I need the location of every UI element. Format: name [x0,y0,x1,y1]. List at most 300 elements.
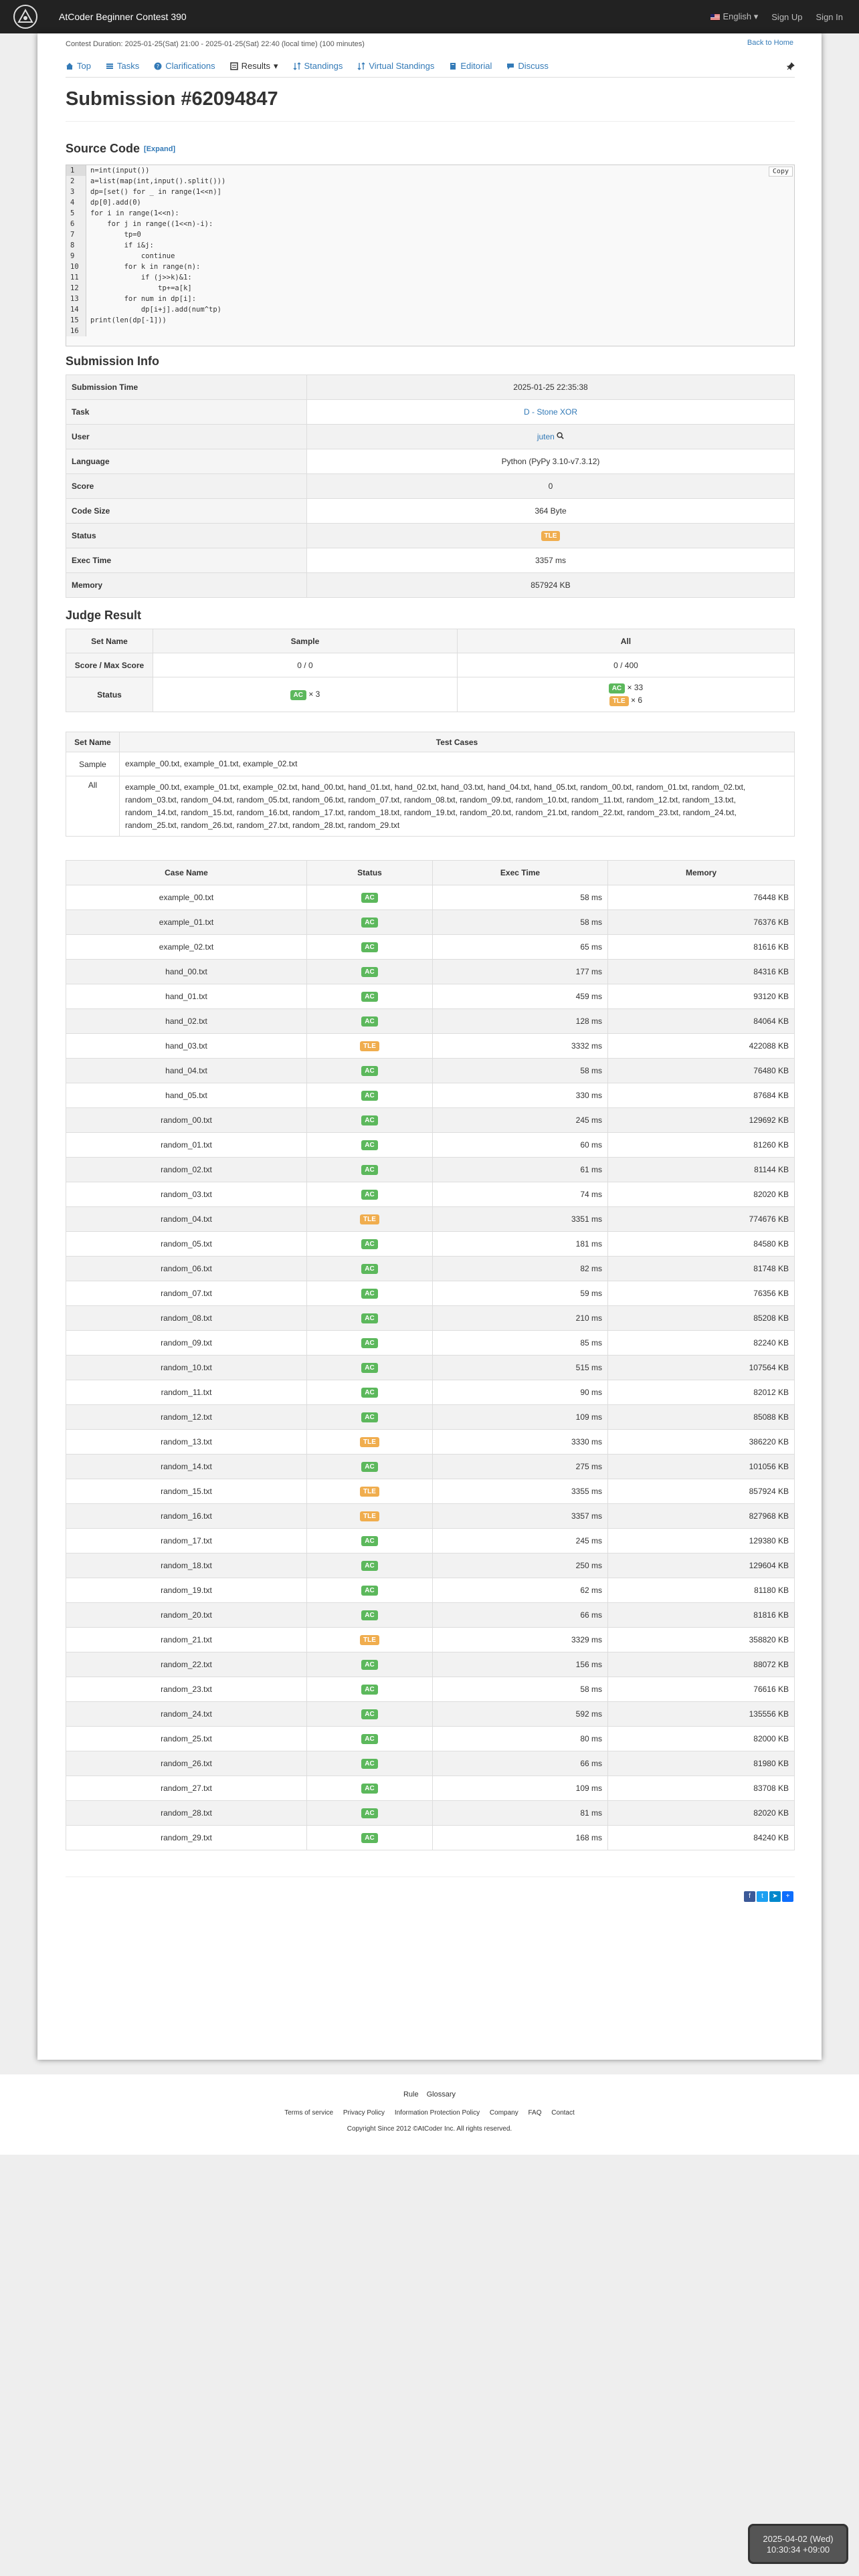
judge-result-table [66,629,795,712]
table-row [66,910,795,935]
table-row [66,1158,795,1182]
status-badge: AC [361,1462,377,1472]
code-text: tp=0 [90,231,141,239]
case-name: hand_02.txt [66,1009,307,1034]
case-exec-time: 61 ms [433,1158,608,1182]
case-name: random_05.txt [66,1232,307,1257]
ac-badge: AC [290,690,306,700]
table-row [66,1677,795,1702]
code-text: continue [90,252,175,260]
status-badge: AC [361,1685,377,1695]
line-number: 8 [66,240,86,251]
status-badge: AC [361,1412,377,1422]
status-badge: AC [361,918,377,928]
case-exec-time: 90 ms [433,1380,608,1405]
status-badge: AC [361,1289,377,1299]
code-line [66,176,794,187]
case-memory: 81748 KB [608,1257,795,1281]
case-name: example_00.txt [66,885,307,910]
table-row [66,1702,795,1727]
tab-clarifications[interactable]: ? Clarifications [154,61,215,71]
footer-link-info-protection[interactable]: Information Protection Policy [394,2109,480,2117]
twitter-icon[interactable]: t [757,1891,768,1902]
case-memory: 82240 KB [608,1331,795,1356]
table-row [66,1603,795,1628]
case-exec-time: 81 ms [433,1801,608,1826]
code-line [66,219,794,229]
case-name: hand_01.txt [66,984,307,1009]
case-memory: 82020 KB [608,1182,795,1207]
case-name: hand_04.txt [66,1059,307,1083]
case-exec-time: 59 ms [433,1281,608,1306]
code-text: n=int(input()) [90,167,150,175]
case-memory: 84580 KB [608,1232,795,1257]
share-plus-icon[interactable]: + [782,1891,793,1902]
table-row [66,1553,795,1578]
case-name: random_01.txt [66,1133,307,1158]
table-row [66,1281,795,1306]
test-sets-table [66,732,795,837]
status-badge: AC [361,1759,377,1769]
case-memory: 107564 KB [608,1356,795,1380]
status-badge: AC [361,1066,377,1076]
case-exec-time: 66 ms [433,1751,608,1776]
status-badge: AC [361,1313,377,1323]
case-memory: 81980 KB [608,1751,795,1776]
sample-score: 0 / 0 [153,653,458,677]
code-text [86,326,90,336]
code-text: for i in range(1<<n): [90,209,179,217]
table-row [66,1578,795,1603]
test-cases-table [66,860,795,1850]
language-label: English [723,11,752,21]
tab-results[interactable]: Results ▾ [230,61,278,72]
status-badge: AC [361,1091,377,1101]
code-line [66,283,794,294]
table-row: Sample example_00.txt, example_01.txt, example_02.txt [66,752,795,776]
table-row [66,1801,795,1826]
table-row [66,1628,795,1652]
table-row [66,1727,795,1751]
line-number: 5 [66,208,86,219]
case-name: random_13.txt [66,1430,307,1455]
copyright: Copyright Since 2012 ©AtCoder Inc. All rights reserved. [347,2125,512,2133]
case-name: random_25.txt [66,1727,307,1751]
status-badge: TLE [360,1487,379,1497]
case-memory: 87684 KB [608,1083,795,1108]
contest-title[interactable]: AtCoder Beginner Contest 390 [59,11,187,22]
code-text: dp[i+j].add(num^tp) [90,306,221,314]
case-memory: 81816 KB [608,1603,795,1628]
comment-icon [506,62,514,70]
footer-link-terms[interactable]: Terms of service [284,2109,334,2117]
case-name: random_19.txt [66,1578,307,1603]
status-badge: AC [361,967,377,977]
table-row [66,1108,795,1133]
case-exec-time: 156 ms [433,1652,608,1677]
status-badge: AC [361,1190,377,1200]
case-exec-time: 60 ms [433,1133,608,1158]
case-name: random_15.txt [66,1479,307,1504]
case-memory: 135556 KB [608,1702,795,1727]
table-row [66,1455,795,1479]
sample-cases: example_00.txt, example_01.txt, example_02.txt [120,752,795,776]
share-buttons [744,1891,793,1902]
table-header: Case Name Status Exec Time Memory [66,861,795,885]
back-home-link[interactable]: Back to Home [747,39,793,47]
tab-tasks[interactable]: Tasks [106,61,139,71]
table-row [66,935,795,960]
status-badge: AC [361,1660,377,1670]
table-row [66,984,795,1009]
table-row: Score / Max Score 0 / 0 0 / 400 [66,653,795,677]
case-exec-time: 58 ms [433,885,608,910]
footer-link-contact[interactable]: Contact [551,2109,575,2117]
code-line [66,229,794,240]
task-link[interactable]: D - Stone XOR [523,407,578,417]
all-cases: example_00.txt, example_01.txt, example_02.txt, hand_00.txt, hand_01.txt, hand_02.txt, hand_03.txt, hand_04.txt, hand_05.txt, random_00.txt, random_01.txt, random_02.txt, random_03.txt, random_04.txt, random_05.txt, random_06.txt, random_07.txt, random_08.txt, random_09.txt, random_10.txt, random_11.txt, random_12.txt, random_13.txt, random_14.txt, random_15.txt, random_16.txt, random_17.txt, random_18.txt, random_19.txt, random_20.txt, random_21.txt, random_22.txt, random_23.txt, random_24.txt, random_25.txt, random_26.txt, random_27.txt, random_28.txt, random_29.txt [120,776,795,837]
table-row [66,1479,795,1504]
case-exec-time: 515 ms [433,1356,608,1380]
tab-virtual-standings[interactable]: Virtual Standings [357,61,434,71]
line-number: 2 [66,176,86,187]
case-exec-time: 245 ms [433,1108,608,1133]
all-score: 0 / 400 [457,653,794,677]
case-name: random_00.txt [66,1108,307,1133]
status-badge: AC [361,1388,377,1398]
source-code-block[interactable] [66,165,795,346]
case-memory: 85088 KB [608,1405,795,1430]
status-badge: AC [361,1610,377,1620]
code-text: for j in range((1<<n)-i): [90,220,213,228]
case-memory: 774676 KB [608,1207,795,1232]
case-memory: 76356 KB [608,1281,795,1306]
case-name: random_26.txt [66,1751,307,1776]
table-row: All example_00.txt, example_01.txt, example_02.txt, hand_00.txt, hand_01.txt, hand_02.txt, hand_03.txt, hand_04.txt, hand_05.txt, random_00.txt, random_01.txt, random_02.txt, random_03.txt, random_04.txt, random_05.txt, random_06.txt, random_07.txt, random_08.txt, random_09.txt, random_10.txt, random_11.txt, random_12.txt, random_13.txt, random_14.txt, random_15.txt, random_16.txt, random_17.txt, random_18.txt, random_19.txt, random_20.txt, random_21.txt, random_22.txt, random_23.txt, random_24.txt, random_25.txt, random_26.txt, random_27.txt, random_28.txt, random_29.txt [66,776,795,837]
status-badge: AC [361,1561,377,1571]
table-row: Score 0 [66,474,795,499]
case-exec-time: 62 ms [433,1578,608,1603]
tle-badge: TLE [609,696,629,706]
table-row [66,1133,795,1158]
line-number: 6 [66,219,86,229]
status-badge: AC [361,1784,377,1794]
case-exec-time: 3355 ms [433,1479,608,1504]
case-memory: 386220 KB [608,1430,795,1455]
submission-info-heading: Submission Info [66,354,160,368]
svg-text:?: ? [157,63,160,70]
case-exec-time: 80 ms [433,1727,608,1751]
sample-ac-count: × 3 [308,689,320,699]
case-exec-time: 250 ms [433,1553,608,1578]
case-name: random_24.txt [66,1702,307,1727]
case-exec-time: 3357 ms [433,1504,608,1529]
line-number: 3 [66,187,86,197]
table-row [66,1009,795,1034]
status-badge: AC [361,1734,377,1744]
case-memory: 129604 KB [608,1553,795,1578]
search-icon[interactable] [557,432,564,439]
case-name: random_18.txt [66,1553,307,1578]
code-line [66,240,794,251]
case-memory: 422088 KB [608,1034,795,1059]
submission-time: 2025-01-25 22:35:38 [307,375,795,400]
case-name: hand_03.txt [66,1034,307,1059]
status-badge: TLE [541,531,561,541]
case-exec-time: 245 ms [433,1529,608,1553]
code-size-value: 364 Byte [307,499,795,524]
navbar [0,0,859,33]
sort-icon [357,62,365,70]
case-memory: 827968 KB [608,1504,795,1529]
case-memory: 76480 KB [608,1059,795,1083]
case-name: random_17.txt [66,1529,307,1553]
case-name: random_23.txt [66,1677,307,1702]
code-line [66,294,794,304]
case-name: random_20.txt [66,1603,307,1628]
case-exec-time: 66 ms [433,1603,608,1628]
case-memory: 81144 KB [608,1158,795,1182]
status-badge: AC [361,1264,377,1274]
case-exec-time: 210 ms [433,1306,608,1331]
table-row [66,1207,795,1232]
code-text: for k in range(n): [90,263,201,271]
footer-link-faq[interactable]: FAQ [528,2109,542,2117]
case-name: random_14.txt [66,1455,307,1479]
line-number: 4 [66,197,86,208]
case-name: random_29.txt [66,1826,307,1850]
question-icon [154,62,162,70]
facebook-icon[interactable]: f [744,1891,755,1902]
case-exec-time: 82 ms [433,1257,608,1281]
table-row [66,1034,795,1059]
line-number: 9 [66,251,86,261]
telegram-icon[interactable]: ➤ [769,1891,781,1902]
book-icon [449,62,457,70]
status-badge: AC [361,1165,377,1175]
line-number: 11 [66,272,86,283]
case-exec-time: 85 ms [433,1331,608,1356]
page-title: Submission #62094847 [66,88,795,122]
case-name: random_27.txt [66,1776,307,1801]
code-line [66,304,794,315]
footer-link-company[interactable]: Company [489,2109,518,2117]
table-row [66,960,795,984]
case-memory: 84316 KB [608,960,795,984]
table-row: Submission Time 2025-01-25 22:35:38 [66,375,795,400]
table-row [66,1331,795,1356]
score-value: 0 [307,474,795,499]
case-memory: 129380 KB [608,1529,795,1553]
case-name: random_16.txt [66,1504,307,1529]
line-number: 10 [66,261,86,272]
code-line [66,272,794,283]
sign-in-link[interactable]: Sign In [816,11,843,22]
case-memory: 83708 KB [608,1776,795,1801]
footer-link-rule[interactable]: Rule [403,2090,419,2099]
line-number: 15 [66,315,86,326]
case-name: random_06.txt [66,1257,307,1281]
case-name: random_12.txt [66,1405,307,1430]
case-name: random_09.txt [66,1331,307,1356]
table-row: Status AC × 3 AC × 33 TLE × 6 [66,677,795,712]
copy-button[interactable]: Copy [769,167,793,177]
status-badge: AC [361,1536,377,1546]
case-name: example_02.txt [66,935,307,960]
table-row [66,1405,795,1430]
tab-editorial[interactable]: Editorial [449,61,492,71]
submission-info-table [66,374,795,598]
code-line [66,261,794,272]
table-row [66,1059,795,1083]
status-badge: AC [361,1833,377,1843]
line-number: 12 [66,283,86,294]
case-exec-time: 3329 ms [433,1628,608,1652]
table-row [66,1776,795,1801]
table-row: Code Size 364 Byte [66,499,795,524]
case-name: random_04.txt [66,1207,307,1232]
code-line [66,326,794,336]
case-exec-time: 58 ms [433,1059,608,1083]
table-row [66,1257,795,1281]
line-number: 7 [66,229,86,240]
table-row [66,1083,795,1108]
main-container [37,33,822,2060]
case-exec-time: 58 ms [433,1677,608,1702]
contest-duration: Contest Duration: 2025-01-25(Sat) 21:00 - 2025-01-25(Sat) 22:40 (local time) (100 minutes) [66,40,365,48]
table-row [66,1504,795,1529]
code-text: dp[0].add(0) [90,199,141,207]
clock-time: 10:30:34 +09:00 [766,2545,830,2555]
case-exec-time: 3351 ms [433,1207,608,1232]
case-memory: 81260 KB [608,1133,795,1158]
sign-up-link[interactable]: Sign Up [771,11,803,22]
status-badge: TLE [360,1214,379,1224]
status-badge: AC [361,1239,377,1249]
tab-discuss[interactable]: Discuss [506,61,549,71]
clock-date: 2025-04-02 (Wed) [763,2534,834,2544]
case-exec-time: 128 ms [433,1009,608,1034]
table-row [66,1430,795,1455]
status-badge: AC [361,942,377,952]
case-exec-time: 3330 ms [433,1430,608,1455]
table-row: Set Name Sample All [66,629,795,653]
source-code-heading [66,142,175,156]
table-row [66,1652,795,1677]
status-badge: TLE [360,1635,379,1645]
status-badge: TLE [360,1041,379,1051]
footer-link-glossary[interactable]: Glossary [426,2090,456,2099]
case-memory: 84240 KB [608,1826,795,1850]
case-exec-time: 3332 ms [433,1034,608,1059]
tab-standings[interactable]: Standings [293,61,343,71]
status-badge: AC [361,1140,377,1150]
status-badge: TLE [360,1437,379,1447]
code-line [66,315,794,326]
code-text: for num in dp[i]: [90,295,197,303]
footer-link-privacy[interactable]: Privacy Policy [343,2109,385,2117]
user-link[interactable]: juten [537,432,555,441]
table-row [66,1826,795,1850]
case-memory: 93120 KB [608,984,795,1009]
status-badge: AC [361,1808,377,1818]
line-number: 1 [66,165,86,176]
case-name: random_28.txt [66,1801,307,1826]
case-name: random_10.txt [66,1356,307,1380]
line-number: 16 [66,326,86,336]
case-memory: 129692 KB [608,1108,795,1133]
table-row: Status TLE [66,524,795,548]
case-exec-time: 65 ms [433,935,608,960]
contest-tabs [66,55,795,78]
case-exec-time: 168 ms [433,1826,608,1850]
case-memory: 857924 KB [608,1479,795,1504]
case-memory: 82020 KB [608,1801,795,1826]
table-row [66,1356,795,1380]
case-exec-time: 592 ms [433,1702,608,1727]
status-badge: AC [361,1363,377,1373]
case-memory: 358820 KB [608,1628,795,1652]
case-exec-time: 275 ms [433,1455,608,1479]
status-badge: AC [361,893,377,903]
status-badge: AC [361,1016,377,1027]
language-value: Python (PyPy 3.10-v7.3.12) [307,449,795,474]
table-row: Language Python (PyPy 3.10-v7.3.12) [66,449,795,474]
language-dropdown[interactable]: English ▾ [710,11,758,22]
tab-top[interactable]: Top [66,61,91,71]
case-name: random_08.txt [66,1306,307,1331]
ac-badge: AC [609,683,625,693]
case-memory: 82012 KB [608,1380,795,1405]
source-code-label: Source Code [66,142,140,155]
status-badge: AC [361,1338,377,1348]
code-text: a=list(map(int,input().split())) [90,177,226,185]
case-memory: 76376 KB [608,910,795,935]
memory-value: 857924 KB [307,573,795,598]
case-name: random_02.txt [66,1158,307,1182]
sort-icon [293,62,301,70]
case-memory: 88072 KB [608,1652,795,1677]
case-name: hand_00.txt [66,960,307,984]
status-badge: AC [361,1115,377,1125]
all-ac-count: × 33 [627,683,644,692]
case-exec-time: 109 ms [433,1776,608,1801]
table-row: Exec Time 3357 ms [66,548,795,573]
table-row [66,1182,795,1207]
case-name: example_01.txt [66,910,307,935]
atcoder-logo[interactable] [5,0,45,33]
case-name: random_22.txt [66,1652,307,1677]
table-row: User juten [66,425,795,449]
case-memory: 85208 KB [608,1306,795,1331]
exec-time-value: 3357 ms [307,548,795,573]
list-icon [106,62,114,70]
code-line [66,251,794,261]
case-name: random_11.txt [66,1380,307,1405]
case-memory: 76616 KB [608,1677,795,1702]
code-line [66,208,794,219]
case-name: random_21.txt [66,1628,307,1652]
case-memory: 81616 KB [608,935,795,960]
table-row [66,1529,795,1553]
case-memory: 82000 KB [608,1727,795,1751]
judge-result-heading: Judge Result [66,609,142,622]
expand-link[interactable]: [Expand] [144,145,176,154]
table-row: Memory 857924 KB [66,573,795,598]
pin-icon[interactable] [787,62,795,70]
code-text: if (j>>k)&1: [90,274,192,282]
status-badge: AC [361,992,377,1002]
